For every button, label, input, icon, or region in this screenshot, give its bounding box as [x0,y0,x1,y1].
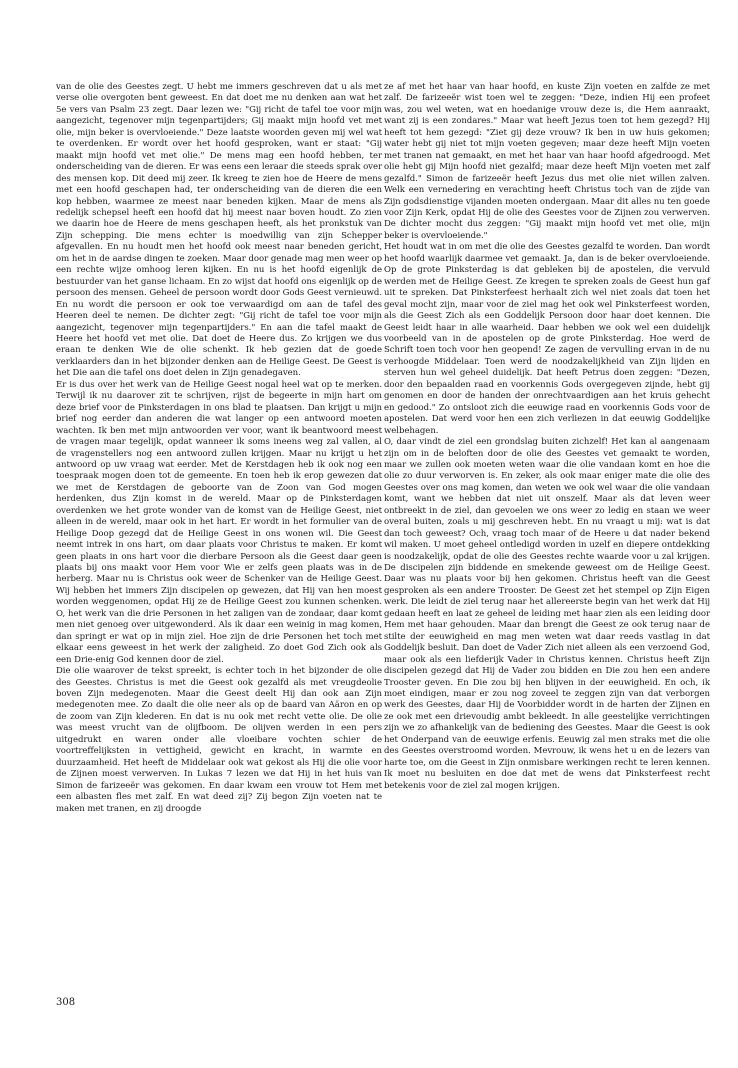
paragraph: O, daar vindt de ziel een grondslag buiten zichzelf! Het kan al aangenaam zijn om in de beloften door de olie des Geestes vet gemaakt te worden, maar we zullen ook moeten weten waar die olie vandaan komt en hoe die olie zo duur verworven is. En zeker, als ook maar eniger mate die olie des Geestes over ons mag komen, dan weten we ook wel waar die olie vandaan komt, want we hebben dat niet uit onszelf. Maar als dat leven weer ontbreekt in de ziel, dan gevoelen we ons weer zo ledig en staan we weer overal buiten, zoals u mij geschreven hebt. En nu vraagt u mij: wat is dat dan toch geweest? Och, vraag toch maar of de Heere u dat nader bekend wil maken. U moet geheel ontledigd worden in uzelf en diepere ontdekking is noodzakelijk, opdat de olie des Geestes rechte waarde voor u zal krijgen. De discipelen zijn biddende en smekende geweest om de Heilige Geest. Daar was nu plaats voor bij hen gekomen. Christus heeft van die Geest gesproken als een andere Trooster. De Geest zet het stempel op Zijn Eigen werk. Die leidt de ziel terug naar het allereerste begin van het werk dat Hij gedaan heeft en laat ze geheel de leiding met haar zien als een leiding door Hem met haar gehouden. Maar dan brengt die Geest ze ook terug naar de stilte der eeuwigheid en mag men weten wat daar reeds vastlag in dat Goddelijk besluit. Dan doet de Vader Zich niet alleen als een verzoend God, maar ook als een liefderijk Vader in Christus kennen. Christus heeft Zijn discipelen gezegd dat Hij de Vader zou bidden en Die zou hen een andere Trooster geven. En Die zou bij hen blijven in der eeuwigheid. En och, ik moet eindigen, maar er zou nog zoveel te zeggen zijn van dat verborgen werk des Geestes, daar Hij de Voorbidder wordt in de harten der Zijnen en ze ook met een drievoudig ambt bekleedt. In alle geestelijke verrichtingen zijn we zo afhankelijk van de bediening des Geestes. Maar die Geest is ook het Onderpand van de eeuwige erfenis. Eeuwig zal men straks met die olie des Geestes overstroomd worden. Mevrouw, ik wens het u en de lezers van harte toe, om die Geest in Zijn onmisbare werkingen recht te leren kennen. Ik moet nu besluiten en doe dat met de wens dat Pinksterfeest recht betekenis voor de ziel zal mogen krijgen. [384,437,710,791]
paragraph: Die olie waarover de tekst spreekt, is echter toch in het bijzonder de olie des Geestes. Christus is met die Geest ook gezalfd als met vreugdeolie boven Zijn medegenoten. Maar die Geest deelt Hij dan ook aan Zijn medegenoten mee. Zo daalt die olie neer als op de baard van Aäron en op de zoom van Zijn klederen. En dat is nu ook met recht vette olie. De olie was meest vrucht van de olijfboom. De olijven werden in een pers uitgedrukt en waren onder alle vloeibare vochten schier de voortreffelijksten in vettigheid, gewicht en kracht, in warmte en duurzaamheid. Het heeft de Middelaar ook wat gekost als Hij die olie voor de Zijnen moest verwerven. In Lukas 7 lezen we dat Hij in het huis van Simon de farizeeër was gekomen. En daar kwam een vrouw tot Hem met een albasten fles met zalf. En wat deed zij? Zij begon Zijn voeten nat te maken met tranen, en zij droogde [56,666,382,814]
paragraph: van de olie des Geestes zegt. U hebt me immers geschreven dat u als met verse olie overgoten bent geweest. En dat doet me nu denken aan wat het 5e vers van Psalm 23 zegt. Daar lezen we: "Gij richt de tafel toe voor mijn aangezicht, tegenover mijn tegenpartijders; Gij maakt mijn hoofd vet met olie, mijn beker is overvloeiende." Deze laatste woorden geven mij wel wat te overdenken. Er wordt over het hoofd gesproken, want er staat: "Gij maakt mijn hoofd vet met olie." De mens mag een hoofd hebben, ter onderscheiding van de dieren. Er was eens een leraar die steeds sprak over des mensen kop. Dit deed mij zeer. Ik kreeg te zien hoe de Heere de mens met een hoofd geschapen had, ter onderscheiding van de dieren die een kop hebben, waarmee ze meest naar beneden kijken. Maar de mens als redelijk schepsel heeft een hoofd dat hij meest naar boven houdt. Zo zien we daarin hoe de Heere de mens geschapen heeft, als het pronkstuk van Zijn schepping. Die mens echter is moedwillig van zijn Schepper afgevallen. En nu houdt men het hoofd ook meest naar beneden gericht, om het in de aardse dingen te zoeken. Maar door genade mag men weer op een rechte wijze omhoog leren kijken. En nu is het hoofd eigenlijk de bestuurder van het ganse lichaam. En zo wijst dat hoofd ons eigenlijk op de persoon des mensen. Geheel de persoon wordt door Gods Geest vernieuwd. En nu wordt die persoon er ook toe verwaardigd om aan de tafel des Heeren deel te nemen. De dichter zegt: "Gij richt de tafel toe voor mijn aangezicht, tegenover mijn tegenpartijders." En aan die tafel maakt de Heere het hoofd vet met olie. Dat doet de Heere dus. Zo krijgen we dus eraan te denken Wie de olie schenkt. Ik heb gezien dat de goede verklaarders dan in het bijzonder denken aan de Heilige Geest. De Geest is het Die aan die tafel ons doet delen in Zijn genadegaven. [56,82,382,379]
paragraph: ze af met het haar van haar hoofd, en kuste Zijn voeten en zalfde ze met zalf. De farizeeër wist toen wel te zeggen: "Deze, indien Hij een profeet was, zou wel weten, wat en hoedanige vrouw deze is, die Hem aanraakt, want zij is een zondares." Maar wat heeft Jezus toen tot hem gezegd? Hij heeft tot hem gezegd: "Ziet gij deze vrouw? Ik ben in uw huis gekomen; water hebt gij niet tot mijn voeten gegeven; maar deze heeft Mijn voeten met tranen nat gemaakt, en met het haar van haar hoofd afgedroogd. Met olie hebt gij Mijn hoofd niet gezalfd; maar deze heeft Mijn voeten met zalf gezalfd." Simon de farizeeër heeft Jezus dus met olie niet willen zalven. Welk een vernedering en verachting heeft Christus toch van de zijde van Zijn godsdienstige vijanden moeten ondergaan. Maar dit alles nu ten goede voor Zijn Kerk, opdat Hij de olie des Geestes voor de Zijnen zou verwerven. De dichter mocht dus zeggen: "Gij maakt mijn hoofd vet met olie, mijn beker is overvloeiende." [384,82,710,241]
left-column [56,82,382,815]
right-column [384,82,710,792]
paragraph: Er is dus over het werk van de Heilige Geest nogal heel wat op te merken. Terwijl ik nu daarover zit te schrijven, rijst de begeerte in mijn hart om deze brief voor de Pinksterdagen in ons blad te plaatsen. Dan krijgt u mijn brief nog eerder dan anderen die wat langer op een antwoord moeten wachten. Ik ben met mijn antwoorden ver voor, want ik beantwoord meest de vragen maar tegelijk, opdat wanneer ik soms ineens weg zal vallen, al de vragenstellers nog een antwoord zullen krijgen. Maar nu krijgt u het antwoord op uw vraag wat eerder. Met de Kerstdagen heb ik ook nog een toespraak mogen doen tot de gemeente. En toen heb ik erop gewezen dat we met de Kerstdagen de geboorte van de Zoon van God mogen herdenken, dus Zijn komst in de wereld. Maar op de Pinksterdagen overdenken we het grote wonder van de komst van de Heilige Geest, niet alleen in de wereld, maar ook in het hart. Er wordt in het formulier van de Heilige Doop gezegd dat de Heilige Geest in ons wonen wil. Die Geest neemt intrek in ons hart, om daar plaats voor Christus te maken. Er komt geen plaats in ons hart voor die dierbare Persoon als die Geest daar geen plaats bij ons maakt voor Hem voor Wie er zelfs geen plaats was in de herberg. Maar nu is Christus ook weer de Schenker van de Heilige Geest. Wij hebben het immers Zijn discipelen op gewezen, dat Hij van hen moest worden weggenomen, opdat Hij ze de Heilige Geest zou kunnen schenken. O, het werk van die drie Personen in het zaligen van de zondaar, daar komt men niet genoeg over uitgewonderd. Als ik daar een weinig in mag komen, dan springt er wat op in mijn ziel. Hoe zijn de drie Personen het toch met elkaar eens geweest in het werk der zaligheid. Zo doet God Zich ook als een Drie-enig God kennen door de ziel. [56,379,382,665]
page-number: 308 [56,997,76,1008]
paragraph: Het houdt wat in om met die olie des Geestes gezalfd te worden. Dan wordt het hoofd waarlijk daarmee vet gemaakt. Ja, dan is de beker overvloeiende. Op de grote Pinksterdag is dat gebleken bij de apostelen, die vervuld werden met de Heilige Geest. Ze kregen te spreken zoals de Geest hun gaf uit te spreken. Dat Pinksterfeest herhaalt zich wel niet zoals dat toen het geval mocht zijn, maar voor de ziel mag het ook wel Pinksterfeest worden, als die Geest Zich als een Goddelijk Persoon door haar doet kennen. Die Geest leidt haar in alle waarheid. Daar hebben we ook wel een duidelijk voorbeeld van in de apostelen op de grote Pinksterdag. Hoe werd de Schrift toen toch voor hen geopend! Ze zagen de vervulling ervan in de nu verhoogde Middelaar. Toen werd de noodzakelijkheid van Zijn lijden en sterven hun wel geheel duidelijk. Dat heeft Petrus doen zeggen: "Dezen, door den bepaalden raad en voorkennis Gods overgegeven zijnde, hebt gij genomen en door de handen der onrechtvaardigen aan het kruis gehecht en gedood." Zo ontsloot zich die eeuwige raad en voorkennis Gods voor de apostelen. Dat werd voor hen een zich verliezen in dat eeuwig Goddelijke welbehagen. [384,242,710,436]
